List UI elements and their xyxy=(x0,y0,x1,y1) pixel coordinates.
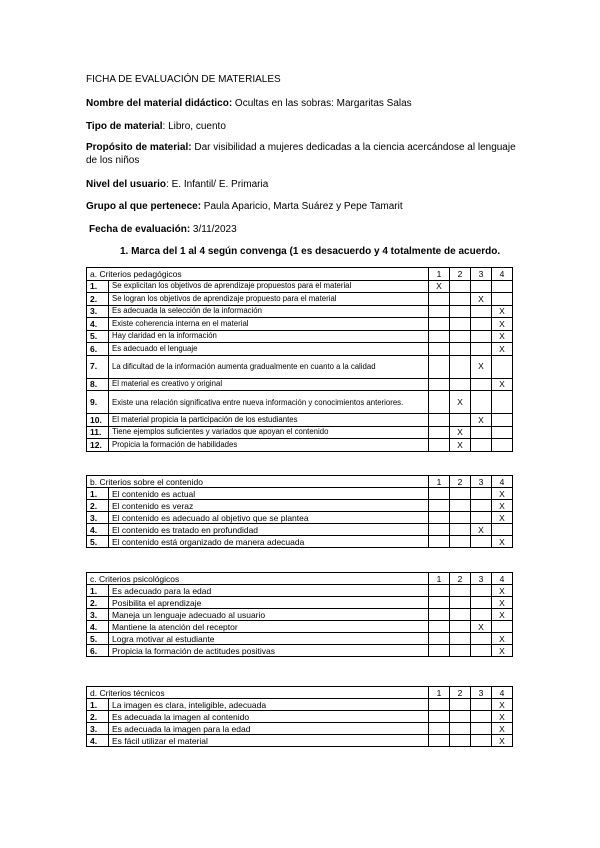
x-mark: X xyxy=(499,633,505,644)
scale-header-4: 4 xyxy=(492,687,513,699)
form-title: FICHA DE EVALUACIÓN DE MATERIALES xyxy=(86,74,281,85)
score-cell-1[interactable] xyxy=(429,645,450,657)
row-number: 3. xyxy=(87,609,109,621)
score-cell-3[interactable] xyxy=(471,597,492,609)
x-mark: X xyxy=(499,306,505,317)
table-row xyxy=(87,378,513,391)
score-cell-3[interactable] xyxy=(471,305,492,318)
tipo-label: Tipo de material xyxy=(86,121,163,132)
row-number: 1. xyxy=(87,488,109,500)
score-cell-4[interactable] xyxy=(492,585,513,597)
grupo-field xyxy=(86,200,403,213)
x-mark: X xyxy=(436,281,442,292)
table-header-row xyxy=(87,476,513,488)
score-cell-3[interactable] xyxy=(471,609,492,621)
criterion-text: Posibilita el aprendizaje xyxy=(109,597,429,609)
scale-header-3: 3 xyxy=(471,476,492,488)
score-cell-1[interactable] xyxy=(429,597,450,609)
score-cell-2[interactable] xyxy=(450,512,471,524)
score-cell-2[interactable] xyxy=(450,318,471,331)
criterion-text: Es adecuada la selección de la información xyxy=(109,305,429,318)
criterios-pedagogicos-table xyxy=(86,267,513,452)
criterion-text: La imagen es clara, inteligible, adecuada xyxy=(109,699,429,711)
score-cell-2[interactable] xyxy=(450,711,471,723)
table-title: c. Criterios psicológicos xyxy=(87,573,429,585)
criterion-text: Se logran los objetivos de aprendizaje propuesto para el material xyxy=(109,293,429,306)
score-cell-1[interactable] xyxy=(429,723,450,735)
score-cell-2[interactable] xyxy=(450,645,471,657)
score-cell-4[interactable] xyxy=(492,645,513,657)
score-cell-4[interactable] xyxy=(492,391,513,414)
x-mark: X xyxy=(499,318,505,329)
row-number: 2. xyxy=(87,500,109,512)
score-cell-1[interactable] xyxy=(429,318,450,331)
score-cell-3[interactable] xyxy=(471,439,492,452)
score-cell-2[interactable] xyxy=(450,414,471,427)
x-mark: X xyxy=(499,379,505,390)
x-mark: X xyxy=(478,414,484,425)
x-mark: X xyxy=(499,488,505,499)
score-cell-3[interactable] xyxy=(471,378,492,391)
row-number: 2. xyxy=(87,293,109,306)
score-cell-3[interactable] xyxy=(471,293,492,306)
row-number: 4. xyxy=(87,524,109,536)
row-number: 6. xyxy=(87,645,109,657)
table-title: d. Criterios técnicos xyxy=(87,687,429,699)
score-cell-1[interactable] xyxy=(429,488,450,500)
score-cell-3[interactable] xyxy=(471,524,492,536)
score-cell-1[interactable] xyxy=(429,524,450,536)
score-cell-2[interactable] xyxy=(450,355,471,378)
score-cell-1[interactable] xyxy=(429,512,450,524)
x-mark: X xyxy=(499,597,505,608)
criterion-text: Propicia la formación de habilidades xyxy=(109,439,429,452)
criterion-text: Se explicitan los objetivos de aprendizaje propuestos para el material xyxy=(109,280,429,293)
score-cell-1[interactable] xyxy=(429,280,450,293)
score-cell-2[interactable] xyxy=(450,488,471,500)
score-cell-1[interactable] xyxy=(429,609,450,621)
score-cell-1[interactable] xyxy=(429,621,450,633)
scale-header-2: 2 xyxy=(450,687,471,699)
score-cell-4[interactable] xyxy=(492,488,513,500)
score-cell-2[interactable] xyxy=(450,524,471,536)
table-row xyxy=(87,414,513,427)
score-cell-3[interactable] xyxy=(471,699,492,711)
score-cell-4[interactable] xyxy=(492,500,513,512)
score-cell-2[interactable] xyxy=(450,330,471,343)
criterion-text: El contenido está organizado de manera adecuada xyxy=(109,536,429,548)
x-mark: X xyxy=(499,711,505,722)
x-mark: X xyxy=(499,500,505,511)
table-row xyxy=(87,305,513,318)
score-cell-2[interactable] xyxy=(450,426,471,439)
table-row xyxy=(87,524,513,536)
score-cell-1[interactable] xyxy=(429,414,450,427)
fecha-label: Fecha de evaluación: xyxy=(89,224,191,235)
score-cell-3[interactable] xyxy=(471,621,492,633)
score-cell-2[interactable] xyxy=(450,343,471,356)
row-number: 8. xyxy=(87,378,109,391)
table-row xyxy=(87,343,513,356)
score-cell-2[interactable] xyxy=(450,391,471,414)
scale-header-1: 1 xyxy=(429,573,450,585)
score-cell-2[interactable] xyxy=(450,621,471,633)
score-cell-3[interactable] xyxy=(471,488,492,500)
scale-header-2: 2 xyxy=(450,476,471,488)
score-cell-3[interactable] xyxy=(471,391,492,414)
score-cell-1[interactable] xyxy=(429,585,450,597)
tipo-field xyxy=(86,120,226,133)
table-row xyxy=(87,391,513,414)
table-row xyxy=(87,280,513,293)
nombre-label: Nombre del material didáctico: xyxy=(86,98,233,109)
score-cell-3[interactable] xyxy=(471,633,492,645)
criterion-text: Maneja un lenguaje adecuado al usuario xyxy=(109,609,429,621)
score-cell-4[interactable] xyxy=(492,524,513,536)
score-cell-4[interactable] xyxy=(492,609,513,621)
criterios-psicologicos-table xyxy=(86,572,513,657)
x-mark: X xyxy=(457,439,463,450)
score-cell-4[interactable] xyxy=(492,293,513,306)
table-row xyxy=(87,735,513,747)
criterion-text: Hay claridad en la información xyxy=(109,330,429,343)
nombre-field xyxy=(86,97,412,110)
score-cell-2[interactable] xyxy=(450,633,471,645)
grupo-value: Paula Aparicio, Marta Suárez y Pepe Tamarit xyxy=(201,201,403,212)
score-cell-1[interactable] xyxy=(429,355,450,378)
table-row xyxy=(87,645,513,657)
scale-header-1: 1 xyxy=(429,476,450,488)
table-row xyxy=(87,633,513,645)
scale-header-4: 4 xyxy=(492,268,513,281)
table-row xyxy=(87,512,513,524)
score-cell-3[interactable] xyxy=(471,723,492,735)
score-cell-2[interactable] xyxy=(450,699,471,711)
x-mark: X xyxy=(499,343,505,354)
score-cell-4[interactable] xyxy=(492,439,513,452)
table-row xyxy=(87,330,513,343)
criterion-text: El contenido es adecuado al objetivo que se plantea xyxy=(109,512,429,524)
scale-header-4: 4 xyxy=(492,573,513,585)
score-cell-2[interactable] xyxy=(450,723,471,735)
criterion-text: Existe coherencia interna en el material xyxy=(109,318,429,331)
score-cell-2[interactable] xyxy=(450,585,471,597)
scale-header-1: 1 xyxy=(429,687,450,699)
score-cell-1[interactable] xyxy=(429,391,450,414)
row-number: 5. xyxy=(87,330,109,343)
criterion-text: El material es creativo y original xyxy=(109,378,429,391)
score-cell-1[interactable] xyxy=(429,293,450,306)
criterion-text: Es adecuado para la edad xyxy=(109,585,429,597)
score-cell-4[interactable] xyxy=(492,536,513,548)
score-cell-2[interactable] xyxy=(450,500,471,512)
score-cell-4[interactable] xyxy=(492,621,513,633)
score-cell-3[interactable] xyxy=(471,512,492,524)
score-cell-4[interactable] xyxy=(492,343,513,356)
proposito-field xyxy=(86,141,516,167)
score-cell-3[interactable] xyxy=(471,536,492,548)
score-cell-2[interactable] xyxy=(450,735,471,747)
score-cell-4[interactable] xyxy=(492,355,513,378)
criterion-text: El contenido es veraz xyxy=(109,500,429,512)
score-cell-1[interactable] xyxy=(429,735,450,747)
row-number: 9. xyxy=(87,391,109,414)
x-mark: X xyxy=(499,585,505,596)
table-row xyxy=(87,488,513,500)
score-cell-4[interactable] xyxy=(492,633,513,645)
criterios-tecnicos-table xyxy=(86,686,513,747)
row-number: 2. xyxy=(87,597,109,609)
row-number: 3. xyxy=(87,512,109,524)
score-cell-4[interactable] xyxy=(492,318,513,331)
scale-header-1: 1 xyxy=(429,268,450,281)
score-cell-1[interactable] xyxy=(429,305,450,318)
table-header-row xyxy=(87,687,513,699)
table-row xyxy=(87,711,513,723)
table-row xyxy=(87,439,513,452)
score-cell-4[interactable] xyxy=(492,414,513,427)
instruction-text: 1. Marca del 1 al 4 según convenga (1 es desacuerdo y 4 totalmente de acuerdo. xyxy=(120,246,501,257)
x-mark: X xyxy=(457,396,463,407)
score-cell-2[interactable] xyxy=(450,609,471,621)
table-row xyxy=(87,536,513,548)
table-header-row xyxy=(87,573,513,585)
nombre-value: Ocultas en las sobras: Margaritas Salas xyxy=(232,98,412,109)
score-cell-1[interactable] xyxy=(429,500,450,512)
score-cell-4[interactable] xyxy=(492,426,513,439)
row-number: 1. xyxy=(87,699,109,711)
score-cell-1[interactable] xyxy=(429,439,450,452)
fecha-value: 3/11/2023 xyxy=(190,224,237,235)
score-cell-3[interactable] xyxy=(471,735,492,747)
table-row xyxy=(87,609,513,621)
table-row xyxy=(87,318,513,331)
criterion-text: Es adecuada la imagen al contenido xyxy=(109,711,429,723)
x-mark: X xyxy=(499,512,505,523)
score-cell-4[interactable] xyxy=(492,305,513,318)
scale-header-2: 2 xyxy=(450,573,471,585)
score-cell-1[interactable] xyxy=(429,378,450,391)
grupo-label: Grupo al que pertenece: xyxy=(86,201,202,212)
table-row xyxy=(87,597,513,609)
score-cell-1[interactable] xyxy=(429,426,450,439)
table-row xyxy=(87,293,513,306)
table-row xyxy=(87,426,513,439)
score-cell-1[interactable] xyxy=(429,711,450,723)
score-cell-2[interactable] xyxy=(450,280,471,293)
criterion-text: Es fácil utilizar el material xyxy=(109,735,429,747)
score-cell-4[interactable] xyxy=(492,280,513,293)
criterion-text: Es adecuado el lenguaje xyxy=(109,343,429,356)
row-number: 3. xyxy=(87,723,109,735)
criterion-text: Tiene ejemplos suficientes y variados que apoyan el contenido xyxy=(109,426,429,439)
x-mark: X xyxy=(499,536,505,547)
score-cell-2[interactable] xyxy=(450,597,471,609)
table-row xyxy=(87,723,513,735)
score-cell-3[interactable] xyxy=(471,426,492,439)
score-cell-3[interactable] xyxy=(471,355,492,378)
criterion-text: Mantiene la atención del receptor xyxy=(109,621,429,633)
criterion-text: Logra motivar al estudiante xyxy=(109,633,429,645)
scale-header-3: 3 xyxy=(471,687,492,699)
score-cell-4[interactable] xyxy=(492,723,513,735)
criterion-text: El contenido es actual xyxy=(109,488,429,500)
x-mark: X xyxy=(478,361,484,371)
row-number: 12. xyxy=(87,439,109,452)
score-cell-2[interactable] xyxy=(450,536,471,548)
score-cell-1[interactable] xyxy=(429,633,450,645)
table-title: a. Criterios pedagógicos xyxy=(87,268,429,281)
table-row xyxy=(87,355,513,378)
nivel-value: : E. Infantil/ E. Primaria xyxy=(166,179,269,190)
x-mark: X xyxy=(499,331,505,342)
criterion-text: El contenido es tratado en profundidad xyxy=(109,524,429,536)
score-cell-2[interactable] xyxy=(450,293,471,306)
row-number: 5. xyxy=(87,633,109,645)
row-number: 6. xyxy=(87,343,109,356)
score-cell-3[interactable] xyxy=(471,645,492,657)
score-cell-3[interactable] xyxy=(471,500,492,512)
criterion-text: Existe una relación significativa entre nueva información y conocimientos anteriores. xyxy=(109,391,429,414)
row-number: 11. xyxy=(87,426,109,439)
row-number: 2. xyxy=(87,711,109,723)
x-mark: X xyxy=(499,723,505,734)
criterios-contenido-table xyxy=(86,475,513,548)
x-mark: X xyxy=(457,427,463,438)
row-number: 5. xyxy=(87,536,109,548)
row-number: 4. xyxy=(87,621,109,633)
criterion-text: El material propicia la participación de los estudiantes xyxy=(109,414,429,427)
table-row xyxy=(87,585,513,597)
fecha-field xyxy=(89,223,237,236)
row-number: 3. xyxy=(87,305,109,318)
proposito-label: Propósito de material: xyxy=(86,142,192,153)
criterion-text: La dificultad de la información aumenta gradualmente en cuanto a la calidad xyxy=(109,355,429,378)
score-cell-1[interactable] xyxy=(429,699,450,711)
row-number: 4. xyxy=(87,735,109,747)
x-mark: X xyxy=(499,645,505,656)
row-number: 4. xyxy=(87,318,109,331)
scale-header-3: 3 xyxy=(471,573,492,585)
table-header-row xyxy=(87,268,513,281)
nivel-label: Nivel del usuario xyxy=(86,179,167,190)
score-cell-3[interactable] xyxy=(471,585,492,597)
criterion-text: Propicia la formación de actitudes positivas xyxy=(109,645,429,657)
x-mark: X xyxy=(499,735,505,746)
table-row xyxy=(87,699,513,711)
scale-header-2: 2 xyxy=(450,268,471,281)
score-cell-2[interactable] xyxy=(450,378,471,391)
score-cell-4[interactable] xyxy=(492,378,513,391)
score-cell-1[interactable] xyxy=(429,330,450,343)
score-cell-2[interactable] xyxy=(450,439,471,452)
row-number: 10. xyxy=(87,414,109,427)
score-cell-4[interactable] xyxy=(492,735,513,747)
score-cell-4[interactable] xyxy=(492,330,513,343)
score-cell-4[interactable] xyxy=(492,512,513,524)
scale-header-4: 4 xyxy=(492,476,513,488)
table-title: b. Criterios sobre el contenido xyxy=(87,476,429,488)
score-cell-4[interactable] xyxy=(492,597,513,609)
proposito-value: Dar visibilidad a mujeres dedicadas a la ciencia acercándose al lenguaje de los niños xyxy=(86,142,516,166)
x-mark: X xyxy=(478,621,484,632)
row-number: 7. xyxy=(87,355,109,378)
x-mark: X xyxy=(478,293,484,304)
nivel-field xyxy=(86,178,268,191)
row-number: 1. xyxy=(87,280,109,293)
score-cell-3[interactable] xyxy=(471,318,492,331)
table-row xyxy=(87,500,513,512)
x-mark: X xyxy=(499,699,505,710)
score-cell-3[interactable] xyxy=(471,330,492,343)
row-number: 1. xyxy=(87,585,109,597)
score-cell-1[interactable] xyxy=(429,536,450,548)
score-cell-2[interactable] xyxy=(450,305,471,318)
scale-header-3: 3 xyxy=(471,268,492,281)
score-cell-3[interactable] xyxy=(471,711,492,723)
score-cell-3[interactable] xyxy=(471,280,492,293)
score-cell-4[interactable] xyxy=(492,711,513,723)
score-cell-4[interactable] xyxy=(492,699,513,711)
score-cell-1[interactable] xyxy=(429,343,450,356)
x-mark: X xyxy=(478,524,484,535)
score-cell-3[interactable] xyxy=(471,414,492,427)
x-mark: X xyxy=(499,609,505,620)
tipo-value: : Libro, cuento xyxy=(162,121,226,132)
score-cell-3[interactable] xyxy=(471,343,492,356)
table-row xyxy=(87,621,513,633)
criterion-text: Es adecuada la imagen para la edad xyxy=(109,723,429,735)
